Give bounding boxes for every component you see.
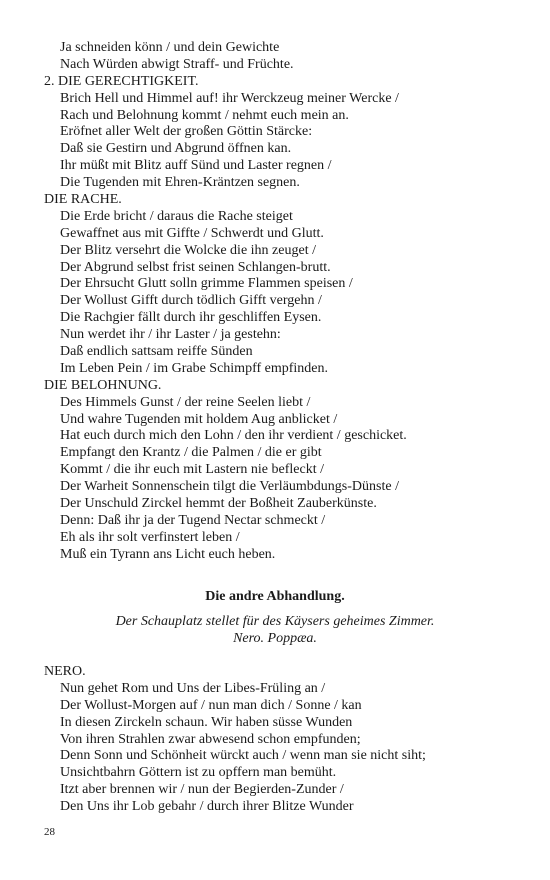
verse-line: Der Ehrsucht Glutt solln grimme Flammen speisen /: [60, 276, 353, 292]
stage-direction-characters: Nero. Poppæa.: [233, 630, 317, 646]
verse-line: Im Leben Pein / im Grabe Schimpff empfinden.: [60, 360, 329, 376]
verse-line: Eröfnet aller Welt der großen Göttin Stärcke:: [60, 124, 313, 140]
verse-line: Denn: Daß ihr ja der Tugend Nectar schmeckt /: [60, 512, 326, 528]
verse-line: Brich Hell und Himmel auf! ihr Werckzeug meiner Wercke /: [60, 90, 399, 106]
speaker-name: NERO.: [44, 664, 86, 679]
stage-direction: [0, 614, 550, 648]
verse-line: Nun werdet ihr / ihr Laster / ja gestehn:: [60, 327, 281, 343]
verse-section-2: [44, 664, 514, 816]
verse-line: Unsichtbahrn Göttern ist zu opffern man bemüht.: [60, 765, 337, 781]
verse-line: Die Tugenden mit Ehren-Kräntzen segnen.: [60, 175, 300, 191]
verse-line: Der Abgrund selbst frist seinen Schlangen-brutt.: [60, 259, 331, 275]
verse-line: Nach Würden abwigt Straff- und Früchte.: [60, 56, 294, 72]
verse-line: Muß ein Tyrann ans Licht euch heben.: [60, 546, 276, 562]
verse-line: Nun gehet Rom und Uns der Libes-Früling an /: [60, 680, 326, 696]
verse-line: Daß sie Gestirn und Abgrund öffnen kan.: [60, 141, 292, 157]
verse-line: Empfangt den Krantz / die Palmen / die er gibt: [60, 445, 322, 461]
verse-line: Denn Sonn und Schönheit würckt auch / wenn man sie nicht siht;: [60, 748, 426, 764]
verse-line: Die Rachgier fällt durch ihr geschliffen Eysen.: [60, 310, 322, 326]
verse-line: Die Erde bricht / daraus die Rache steiget: [60, 208, 293, 224]
verse-line: Ja schneiden könn / und dein Gewichte: [60, 40, 280, 55]
verse-line: Der Wollust Gifft durch tödlich Gifft vergehn /: [60, 293, 322, 309]
verse-line: Itzt aber brennen wir / nun der Begierden-Zunder /: [60, 782, 344, 798]
verse-line: Daß endlich sattsam reiffe Sünden: [60, 344, 253, 360]
verse-line: Und wahre Tugenden mit holdem Aug anblicket /: [60, 411, 338, 427]
verse-line: Den Uns ihr Lob gebahr / durch ihrer Blitze Wunder: [60, 799, 354, 815]
verse-line: Von ihren Strahlen zwar abwesend schon empfunden;: [60, 731, 361, 747]
verse-section-1: [44, 40, 514, 564]
speaker-name: DIE BELOHNUNG.: [44, 377, 162, 393]
verse-line: Hat euch durch mich den Lohn / den ihr verdient / geschicket.: [60, 428, 407, 444]
verse-line: Gewaffnet aus mit Giffte / Schwerdt und Glutt.: [60, 225, 324, 241]
page-number: 28: [44, 826, 55, 838]
verse-line: Der Wollust-Morgen auf / nun man dich / Sonne / kan: [60, 697, 362, 713]
verse-line: In diesen Zirckeln schaun. Wir haben süsse Wunden: [60, 714, 353, 730]
verse-line: Der Blitz versehrt die Wolcke die ihn zeuget /: [60, 242, 316, 258]
act-heading: Die andre Abhandlung.: [205, 589, 345, 604]
stage-direction-line: Der Schauplatz stellet für des Käysers geheimes Zimmer.: [115, 614, 435, 629]
speaker-name: 2. DIE GERECHTIGKEIT.: [44, 73, 199, 89]
verse-line: Kommt / die ihr euch mit Lastern nie befleckt /: [60, 462, 324, 478]
verse-line: Der Unschuld Zirckel hemmt der Boßheit Zauberkünste.: [60, 496, 377, 512]
speaker-name: DIE RACHE.: [44, 192, 122, 208]
verse-line: Eh als ihr solt verfinstert leben /: [60, 529, 240, 545]
verse-line: Des Himmels Gunst / der reine Seelen liebt /: [60, 394, 311, 410]
verse-line: Ihr müßt mit Blitz auff Sünd und Laster regnen /: [60, 158, 332, 174]
verse-line: Der Warheit Sonnenschein tilgt die Verläumbdungs-Dünste /: [60, 479, 399, 495]
verse-line: Rach und Belohnung kommt / nehmt euch mein an.: [60, 107, 349, 123]
